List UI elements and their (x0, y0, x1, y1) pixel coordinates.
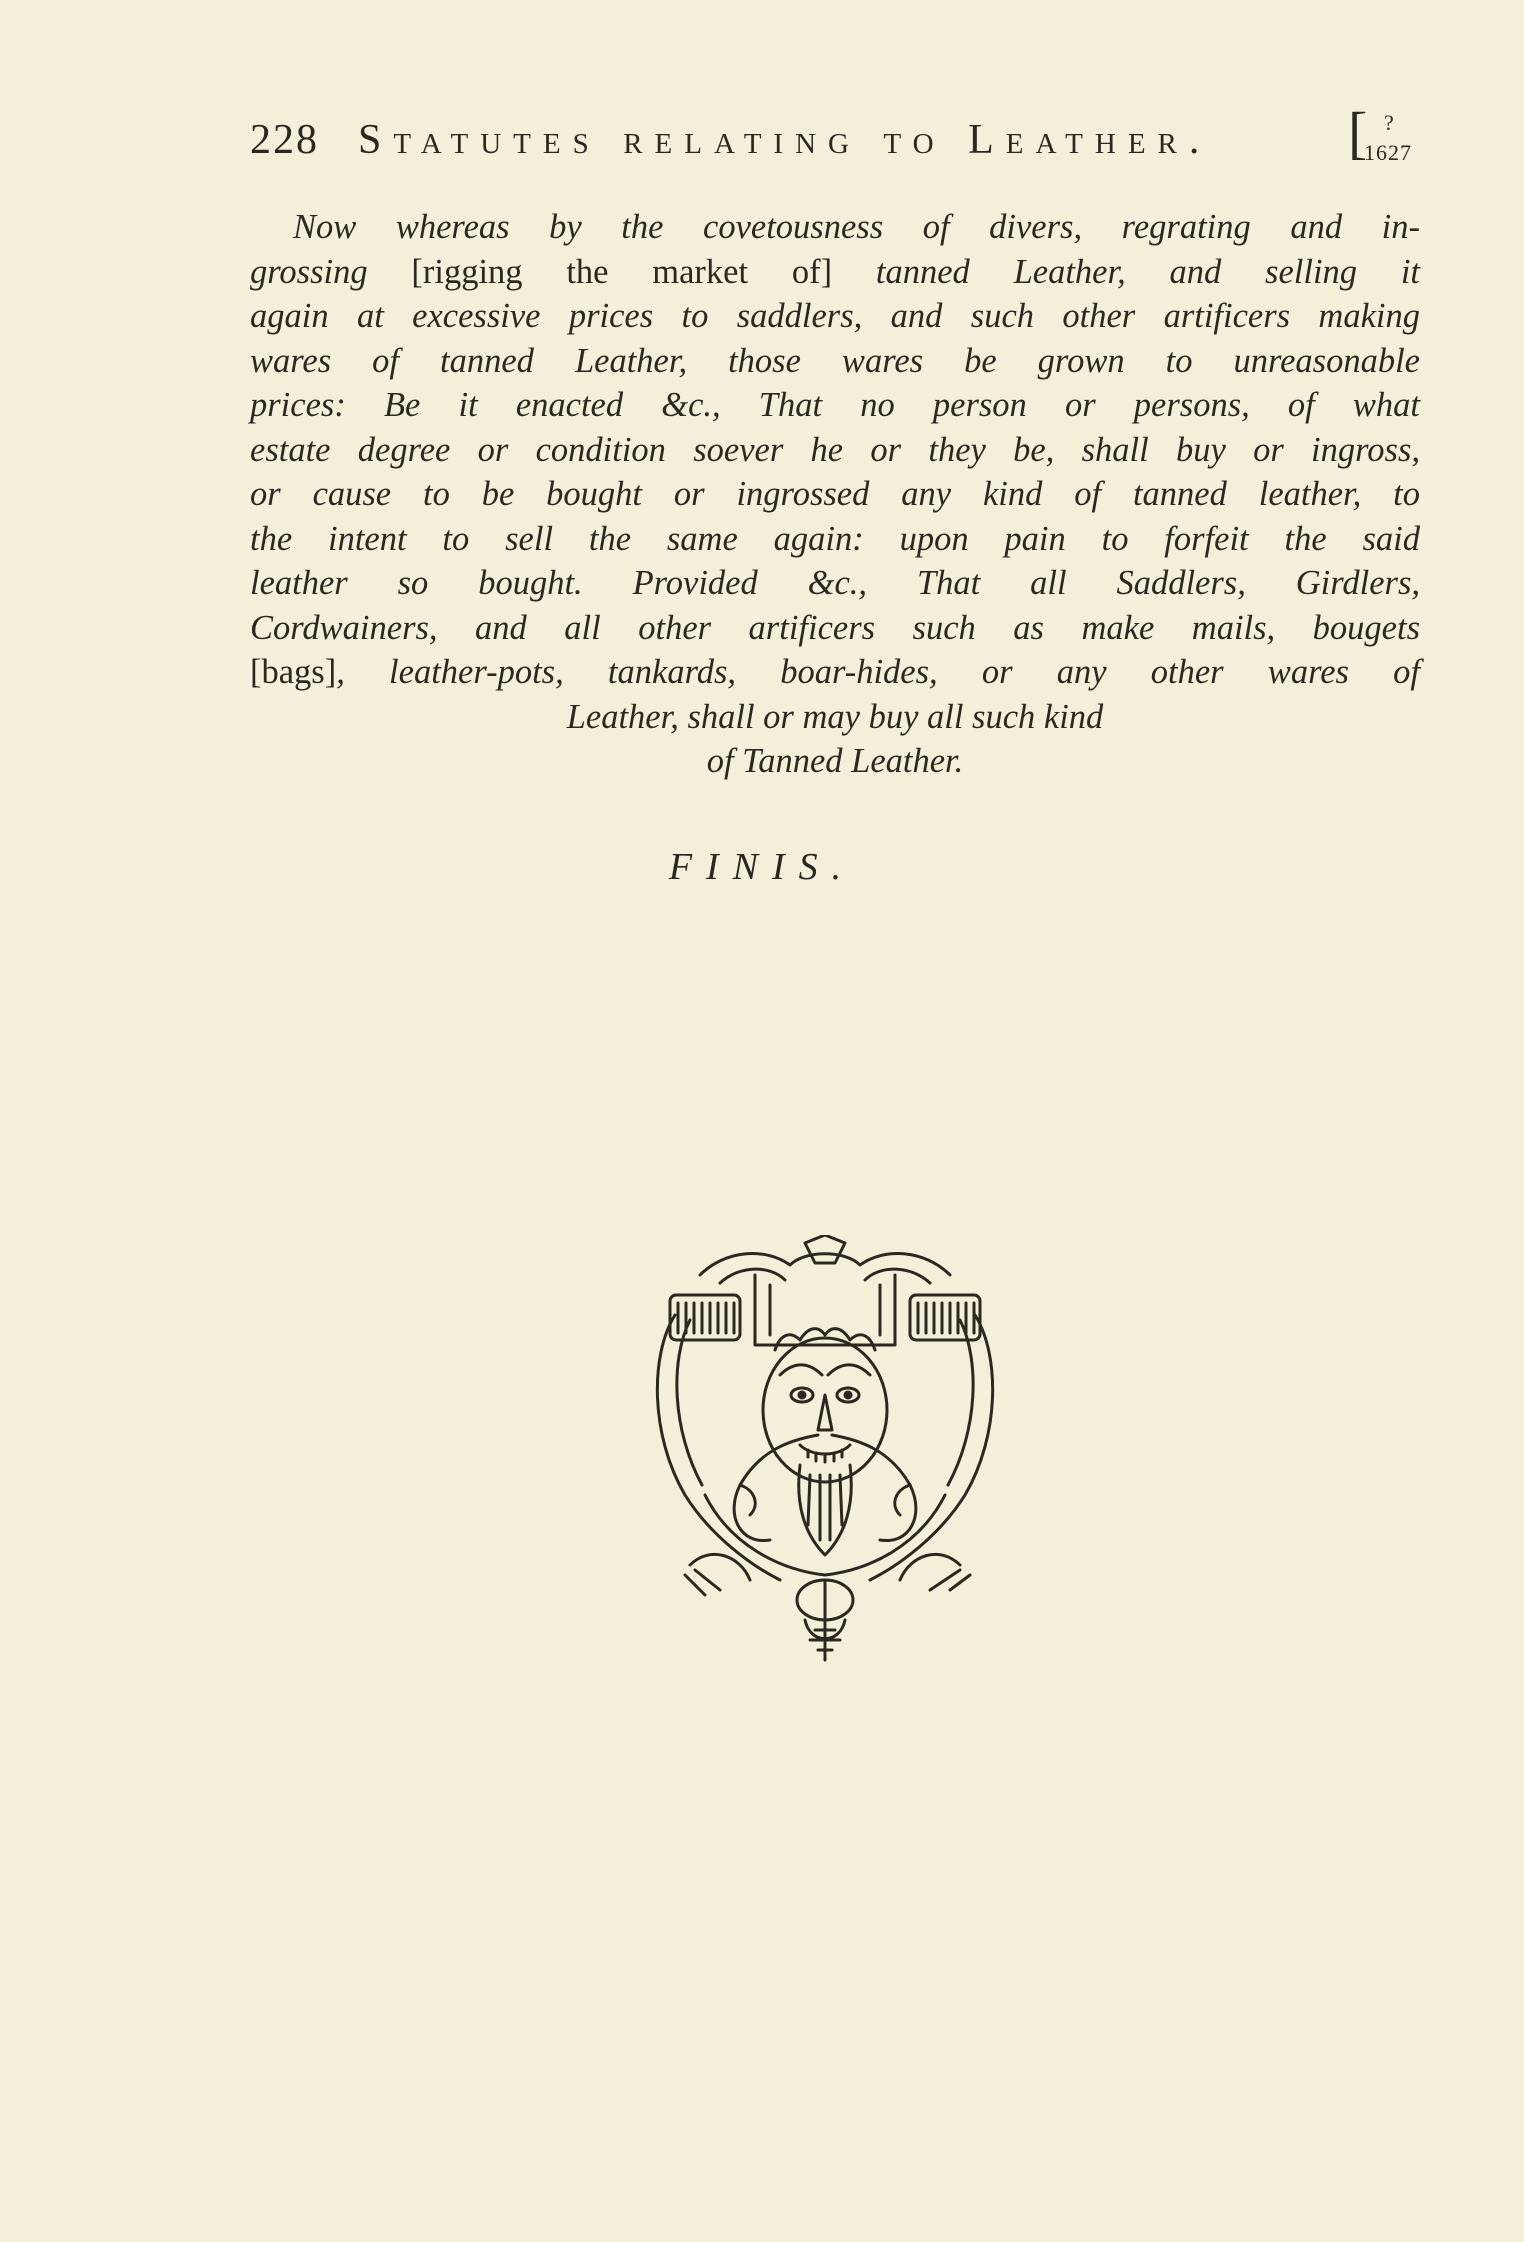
bracket-icon: [ (1348, 100, 1368, 165)
text-line: leather so bought. Provided &c., That all Saddlers, Girdlers, (250, 564, 1420, 602)
text-line: prices: Be it enacted &c., That no person or persons, of what (250, 386, 1420, 424)
running-title: Statutes relating to Leather. (358, 117, 1212, 163)
text-line: Now whereas by the covetousness of divers, regrating and in- (293, 208, 1420, 246)
editorial-gloss: [bags] (250, 653, 337, 691)
text-line (250, 650, 1420, 695)
date-query-mark: ? (1384, 110, 1394, 135)
text-line: or cause to be bought or ingrossed any kind of tanned leather, to (250, 475, 1420, 513)
editorial-gloss: [rigging the market of] (411, 252, 833, 291)
statute-text (250, 205, 1420, 784)
text-line: wares of tanned Leather, those wares be grown to unreasonable (250, 341, 1420, 380)
text-line (250, 250, 1420, 295)
text-line: of Tanned Leather. (706, 742, 964, 780)
date-bracket (1348, 100, 1420, 172)
running-head (250, 100, 1420, 178)
text-fragment: grossing (250, 252, 412, 291)
finis-mark: FINIS. (668, 846, 856, 888)
date-year: 1627 (1364, 140, 1412, 165)
text-fragment: , leather-pots, tankards, boar-hides, or any other wares of (336, 653, 1420, 691)
text-line: Cordwainers, and all other artificers such as make mails, bougets (250, 608, 1420, 647)
grotesque-mask-ornament-icon (630, 1235, 1020, 1665)
page-number: 228 (250, 117, 319, 163)
text-line: estate degree or condition soever he or they be, shall buy or ingross, (250, 430, 1420, 469)
text-fragment: tanned Leather, and selling it (832, 252, 1420, 291)
text-line: again at excessive prices to saddlers, and such other artificers making (250, 297, 1420, 335)
text-line: the intent to sell the same again: upon pain to forfeit the said (250, 519, 1420, 558)
text-line: Leather, shall or may buy all such kind (566, 697, 1104, 736)
